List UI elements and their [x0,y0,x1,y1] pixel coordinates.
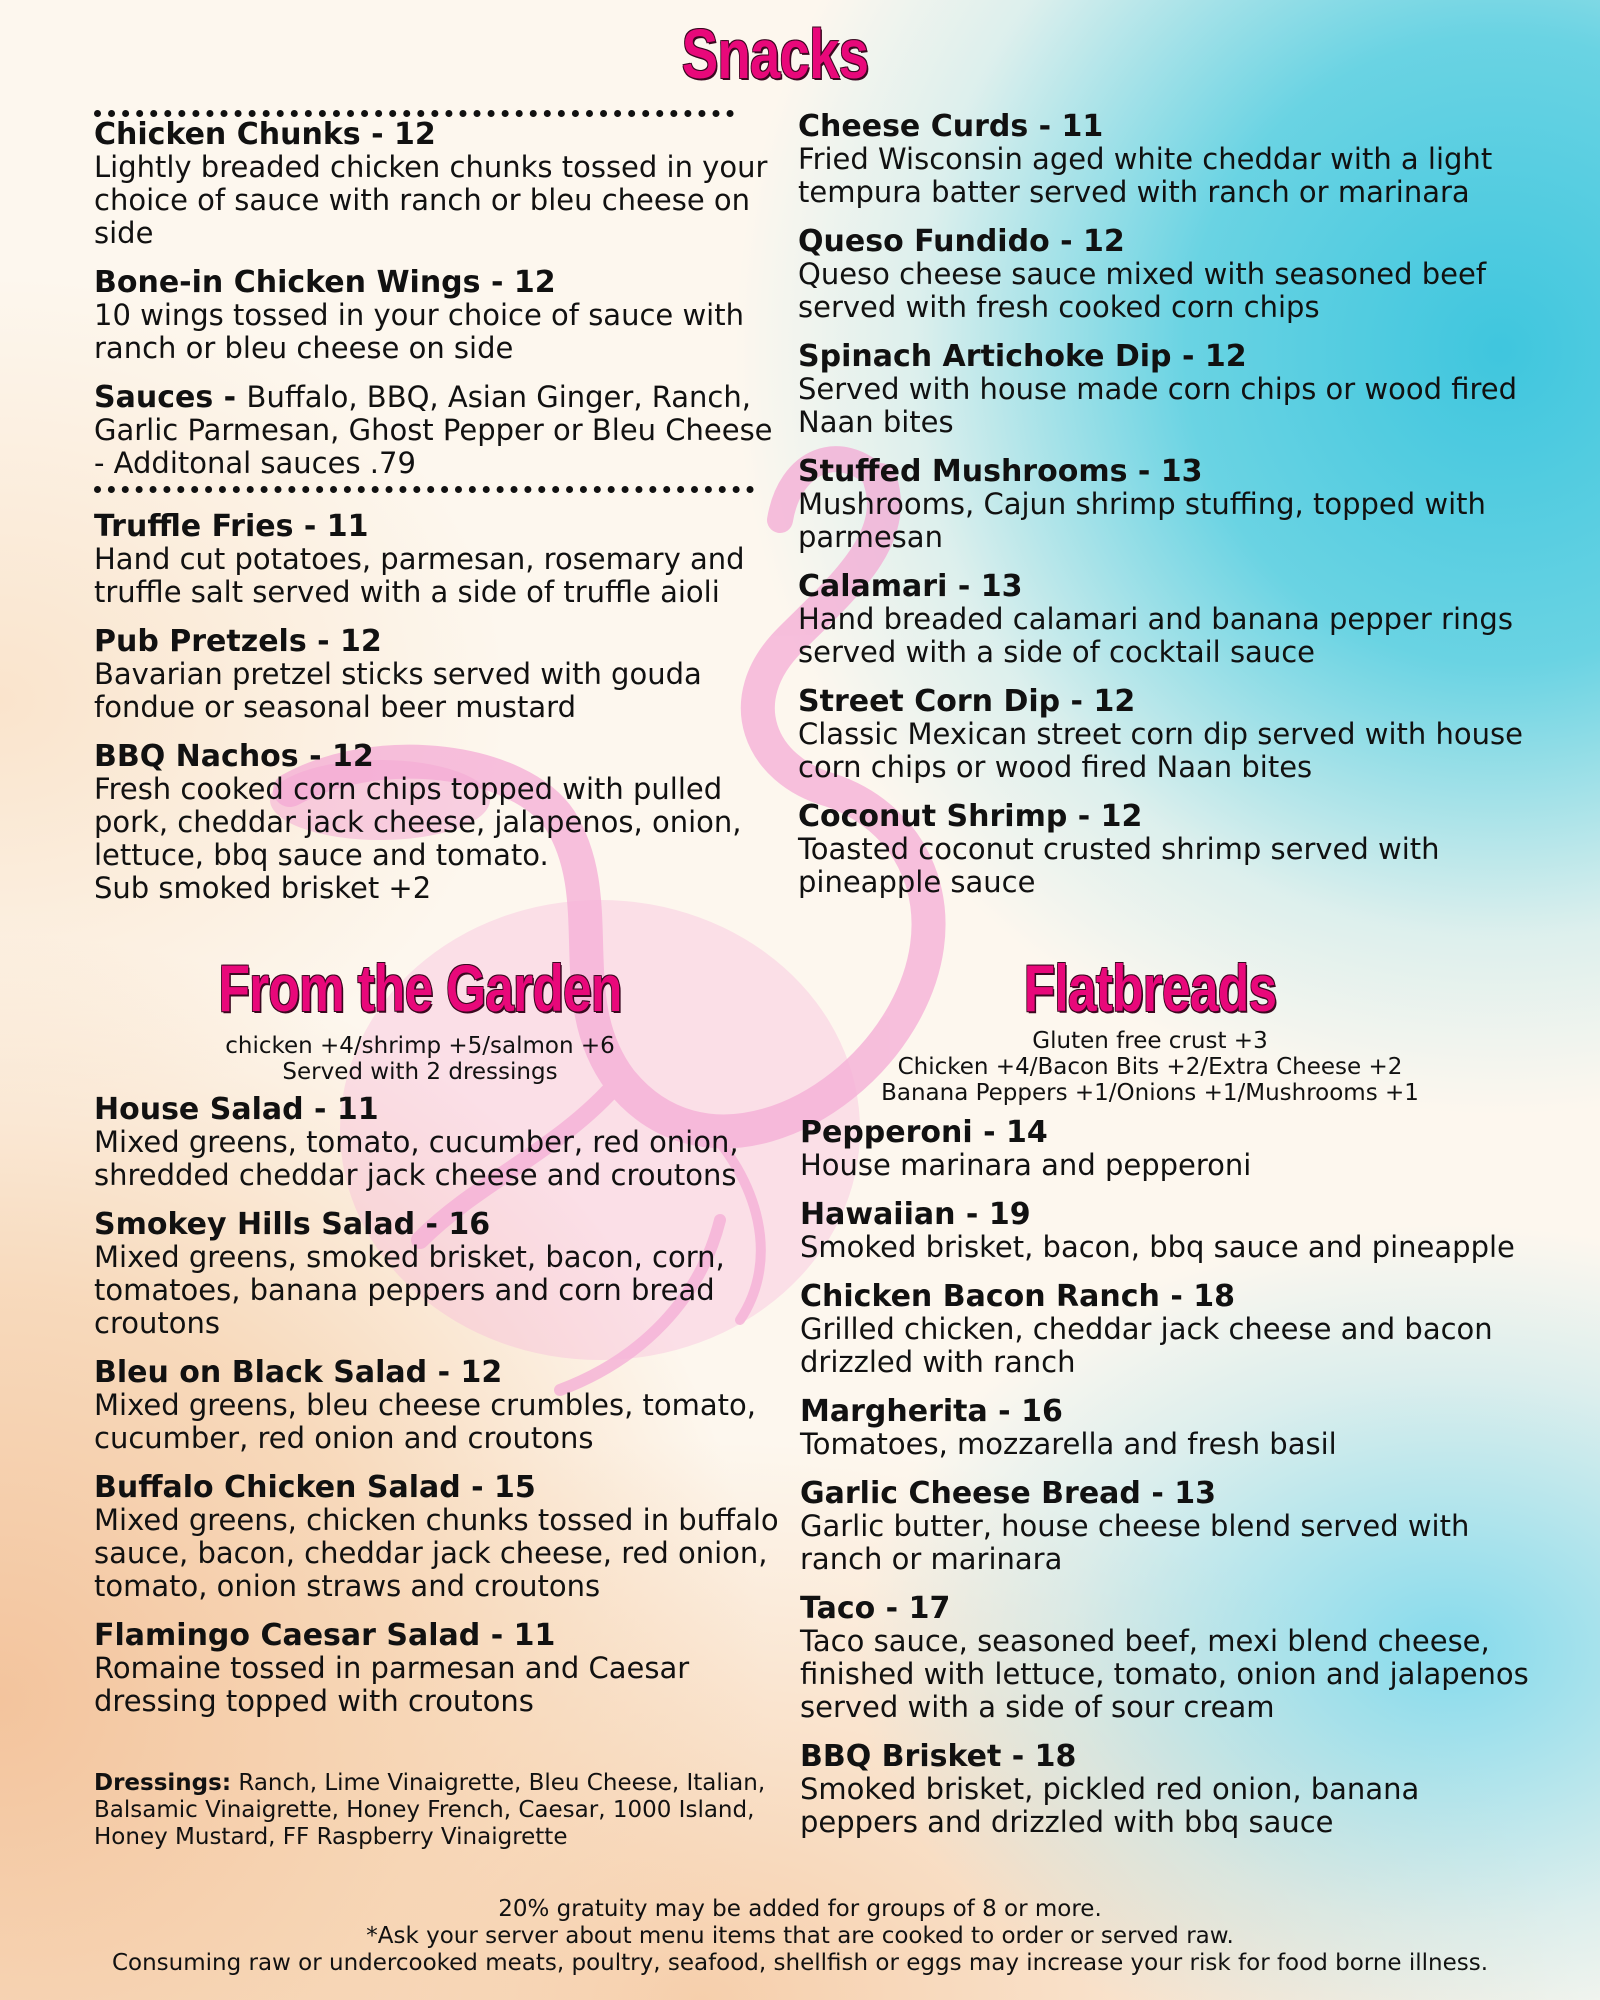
menu-item-name: Bone-in Chicken Wings - 12 [94,265,556,300]
menu-item-description: Mixed greens, chicken chunks tossed in buffalo sauce, bacon, cheddar jack cheese, red onion, tomato, onion straws and croutons [94,1503,779,1603]
menu-item [798,800,1538,899]
snacks-left-group-a [94,118,784,365]
menu-item-name: BBQ Nachos - 12 [94,739,374,774]
snacks-left-column [94,118,784,921]
menu-item-description: Fresh cooked corn chips topped with pulled pork, cheddar jack cheese, jalapenos, onion, lettuce, bbq sauce and tomato. [94,772,742,872]
menu-item [94,510,784,609]
flatbreads-column [800,1116,1540,1855]
menu-item [94,1471,794,1603]
menu-item-name: Cheese Curds - 11 [798,109,1104,144]
menu-item-description: Bavarian pretzel sticks served with gouda fondue or seasonal beer mustard [94,657,702,724]
menu-item [800,1395,1540,1461]
menu-item [798,455,1538,554]
menu-item-description: House marinara and pepperoni [800,1148,1252,1182]
sauces-label: Sauces - [94,380,247,415]
menu-item-extra: Sub smoked brisket +2 [94,871,432,905]
garden-note-line: Served with 2 dressings [282,1059,558,1085]
dressings-label: Dressings: [94,1770,232,1796]
garden-column [94,1093,794,1734]
menu-item-name: Pepperoni - 14 [800,1115,1048,1150]
snacks-right-column [798,110,1538,915]
menu-item-description: Mixed greens, bleu cheese crumbles, tomato, cucumber, red onion and croutons [94,1388,757,1455]
garden-note [140,1033,700,1085]
menu-item-name: BBQ Brisket - 18 [800,1739,1077,1774]
sauces-text: Buffalo, BBQ, Asian Ginger, Ranch, Garlic Parmesan, Ghost Pepper or Bleu Cheese - Additonal sauces .79 [94,380,773,480]
sauces-block [94,381,784,480]
menu-item [94,266,784,365]
menu-item-description: Fried Wisconsin aged white cheddar with a light tempura batter served with ranch or marinara [798,142,1493,209]
dressings-text: Ranch, Lime Vinaigrette, Bleu Cheese, Italian, Balsamic Vinaigrette, Honey French, Caesar, 1000 Island, Honey Mustard, FF Raspberry Vinaigrette [94,1770,766,1850]
menu-item-name: Truffle Fries - 11 [94,509,369,544]
menu-item [800,1592,1540,1724]
menu-item-name: Queso Fundido - 12 [798,224,1125,259]
menu-item-description: Hand cut potatoes, parmesan, rosemary and truffle salt served with a side of truffle aioli [94,542,745,609]
menu-item-name: Margherita - 16 [800,1394,1063,1429]
menu-item-description: Garlic butter, house cheese blend served with ranch or marinara [800,1509,1470,1576]
menu-item-name: Street Corn Dip - 12 [798,684,1136,719]
footer-line: Consuming raw or undercooked meats, poultry, seafood, shellfish or eggs may increase your risk for food borne illness. [111,1950,1489,1976]
menu-item-description: Toasted coconut crusted shrimp served with pineapple sauce [798,832,1440,899]
menu-item [94,1619,794,1718]
menu-item-name: Flamingo Caesar Salad - 11 [94,1618,556,1653]
flatbreads-title: Flatbreads [1023,951,1277,1025]
menu-item [94,1356,794,1455]
menu-item [800,1280,1540,1379]
menu-item [800,1740,1540,1839]
divider-dotted [94,110,734,117]
menu-item-description: Served with house made corn chips or wood fired Naan bites [798,372,1518,439]
menu-item [798,340,1538,439]
menu-item [800,1116,1540,1182]
menu-item-description: Taco sauce, seasoned beef, mexi blend cheese, finished with lettuce, tomato, onion and jalapenos served with a side of sour cream [800,1624,1529,1724]
menu-item [798,570,1538,669]
garden-title: From the Garden [218,951,622,1025]
menu-item [94,740,784,905]
menu-item-name: Bleu on Black Salad - 12 [94,1355,503,1390]
menu-item-description: Mixed greens, smoked brisket, bacon, corn, tomatoes, banana peppers and corn bread croutons [94,1240,725,1340]
menu-item-description: Tomatoes, mozzarella and fresh basil [800,1427,1337,1461]
menu-item [94,625,784,724]
footer-line: 20% gratuity may be added for groups of 8 or more. [498,1896,1102,1922]
menu-item [800,1477,1540,1576]
flatbreads-note [810,1028,1490,1106]
menu-item-description: Hand breaded calamari and banana pepper rings served with a side of cocktail sauce [798,602,1513,669]
menu-item-description: Romaine tossed in parmesan and Caesar dressing topped with croutons [94,1651,690,1718]
flatbreads-note-line: Gluten free crust +3 [1032,1028,1268,1054]
garden-note-line: chicken +4/shrimp +5/salmon +6 [225,1033,615,1059]
menu-item-name: Buffalo Chicken Salad - 15 [94,1470,536,1505]
menu-item-description: 10 wings tossed in your choice of sauce with ranch or bleu cheese on side [94,298,744,365]
menu-item-description: Smoked brisket, bacon, bbq sauce and pineapple [800,1230,1515,1264]
menu-item-description: Classic Mexican street corn dip served with house corn chips or wood fired Naan bites [798,717,1523,784]
flatbreads-note-line: Banana Peppers +1/Onions +1/Mushrooms +1 [881,1080,1419,1106]
dressings-note [94,1770,794,1851]
menu-item-name: Chicken Bacon Ranch - 18 [800,1279,1235,1314]
menu-item-description: Smoked brisket, pickled red onion, banana peppers and drizzled with bbq sauce [800,1772,1420,1839]
footer-notice [0,1896,1600,1977]
menu-item [94,1208,794,1340]
menu-item-name: Chicken Chunks - 12 [94,117,436,152]
menu-item [800,1198,1540,1264]
menu-item [798,225,1538,324]
menu-item-name: Coconut Shrimp - 12 [798,799,1143,834]
flatbreads-note-line: Chicken +4/Bacon Bits +2/Extra Cheese +2 [897,1054,1403,1080]
menu-item-name: House Salad - 11 [94,1092,379,1127]
snacks-title: Snacks [681,15,869,93]
footer-line: *Ask your server about menu items that are cooked to order or served raw. [366,1923,1234,1949]
menu-item [94,118,784,250]
menu-item [94,1093,794,1192]
menu-item-name: Hawaiian - 19 [800,1197,1031,1232]
menu-item [798,110,1538,209]
menu-item [798,685,1538,784]
menu-item-description: Grilled chicken, cheddar jack cheese and bacon drizzled with ranch [800,1312,1493,1379]
menu-item-name: Pub Pretzels - 12 [94,624,382,659]
menu-item-description: Mushrooms, Cajun shrimp stuffing, topped with parmesan [798,487,1486,554]
menu-item-description: Lightly breaded chicken chunks tossed in your choice of sauce with ranch or bleu cheese on side [94,150,768,250]
menu-item-name: Smokey Hills Salad - 16 [94,1207,491,1242]
menu-item-description: Mixed greens, tomato, cucumber, red onion, shredded cheddar jack cheese and croutons [94,1125,739,1192]
menu-item-name: Stuffed Mushrooms - 13 [798,454,1203,489]
snacks-left-group-b [94,510,784,905]
menu-item-name: Spinach Artichoke Dip - 12 [798,339,1247,374]
menu-item-name: Calamari - 13 [798,569,1023,604]
menu-item-name: Garlic Cheese Bread - 13 [800,1476,1216,1511]
menu-item-description: Queso cheese sauce mixed with seasoned beef served with fresh cooked corn chips [798,257,1487,324]
menu-item-name: Taco - 17 [800,1591,951,1626]
